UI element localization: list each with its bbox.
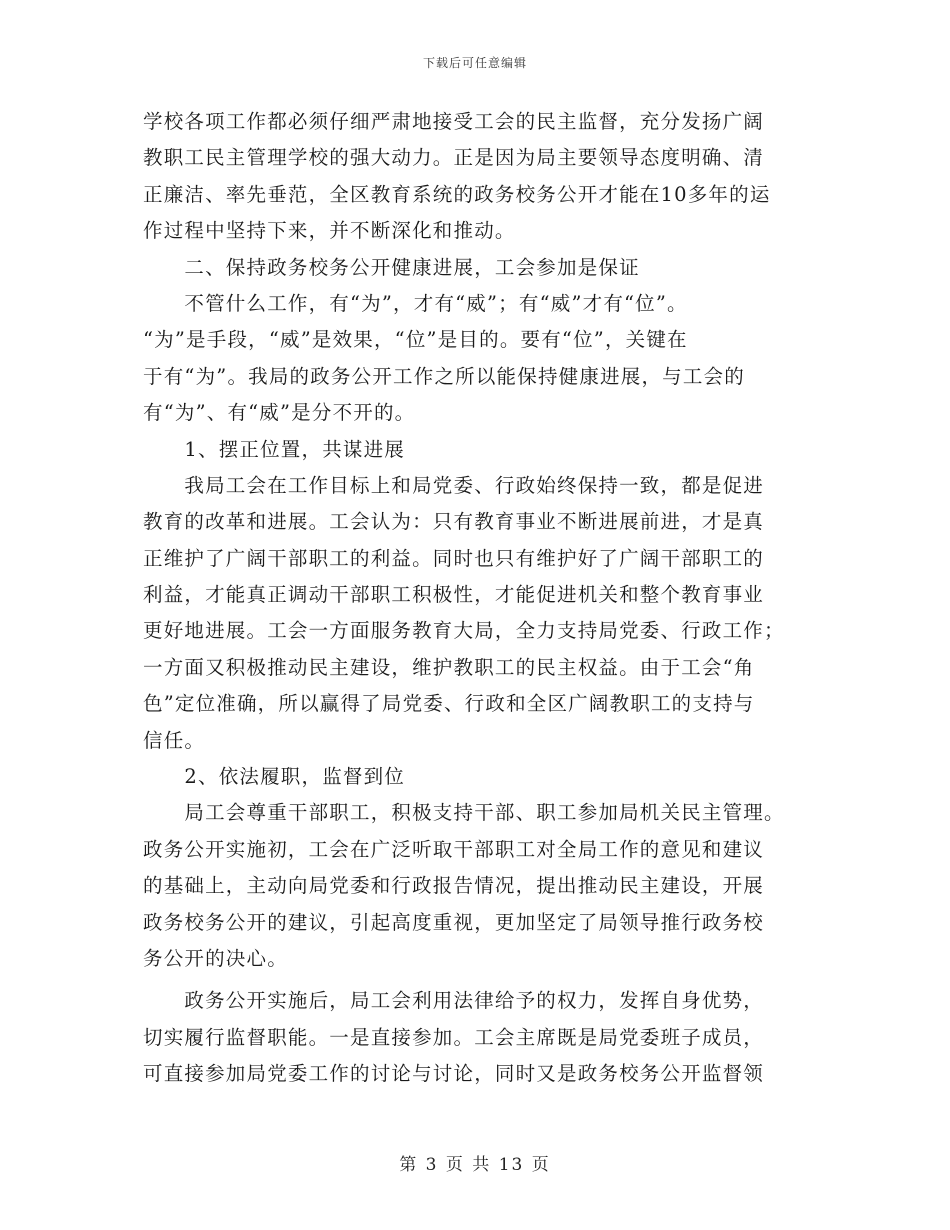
page-footer: 第 3 页 共 13 页 (399, 1155, 551, 1175)
body-line: 局工会尊重干部职工，积极支持干部、职工参加局机关民主管理。 (143, 801, 785, 825)
body-line: 有“为”、有“威”是分不开的。 (143, 401, 416, 425)
body-line: 教职工民主管理学校的强大动力。正是因为局主要领导态度明确、清 (143, 146, 765, 170)
section-heading: 二、保持政务校务公开健康进展，工会参加是保证 (143, 255, 640, 279)
body-line: 更好地进展。工会一方面服务教育大局，全力支持局党委、行政工作； (143, 619, 785, 643)
body-line: 政务公开实施后，局工会利用法律给予的权力，发挥自身优势， (143, 989, 765, 1013)
body-line: 可直接参加局党委工作的讨论与讨论，同时又是政务校务公开监督领 (143, 1062, 765, 1086)
body-line: 正维护了广阔干部职工的利益。同时也只有维护好了广阔干部职工的 (143, 546, 765, 570)
body-line: 一方面又积极推动民主建设，维护教职工的民主权益。由于工会“角 (143, 655, 755, 679)
body-line: 正廉洁、率先垂范，全区教育系统的政务校务公开才能在10多年的运 (143, 182, 771, 206)
body-line: 色”定位准确，所以赢得了局党委、行政和全区广阔教职工的支持与 (143, 692, 755, 716)
body-line: 于有“为”。我局的政务公开工作之所以能保持健康进展，与工会的 (143, 364, 745, 388)
subsection-heading: 1、摆正位置，共谋进展 (143, 437, 406, 461)
body-line: 的基础上，主动向局党委和行政报告情况，提出推动民主建设，开展 (143, 874, 765, 898)
document-body (143, 104, 807, 1093)
body-line: 务公开的决心。 (143, 946, 288, 970)
body-line: 作过程中坚持下来，并不断深化和推动。 (143, 219, 516, 243)
body-line: “为”是手段，“威”是效果，“位”是目的。要有“位”，关键在 (143, 328, 688, 352)
body-line: 政务公开实施初，工会在广泛听取干部职工对全局工作的意见和建议 (143, 837, 765, 861)
body-line: 我局工会在工作目标上和局党委、行政始终保持一致，都是促进 (143, 473, 765, 497)
body-line: 教育的改革和进展。工会认为：只有教育事业不断进展前进，才是真 (143, 510, 765, 534)
page-header: 下载后可任意编辑 (422, 56, 527, 70)
subsection-heading: 2、依法履职，监督到位 (143, 765, 406, 789)
body-line: 学校各项工作都必须仔细严肃地接受工会的民主监督，充分发扬广阔 (143, 110, 765, 133)
body-line: 利益，才能真正调动干部职工积极性，才能促进机关和整个教育事业 (143, 583, 765, 607)
body-line: 切实履行监督职能。一是直接参加。工会主席既是局党委班子成员， (143, 1025, 765, 1049)
body-line: 政务校务公开的建议，引起高度重视，更加坚定了局领导推行政务校 (143, 910, 765, 934)
body-line: 不管什么工作，有“为”，才有“威”；有“威”才有“位”。 (143, 291, 688, 315)
body-line: 信任。 (143, 728, 206, 752)
